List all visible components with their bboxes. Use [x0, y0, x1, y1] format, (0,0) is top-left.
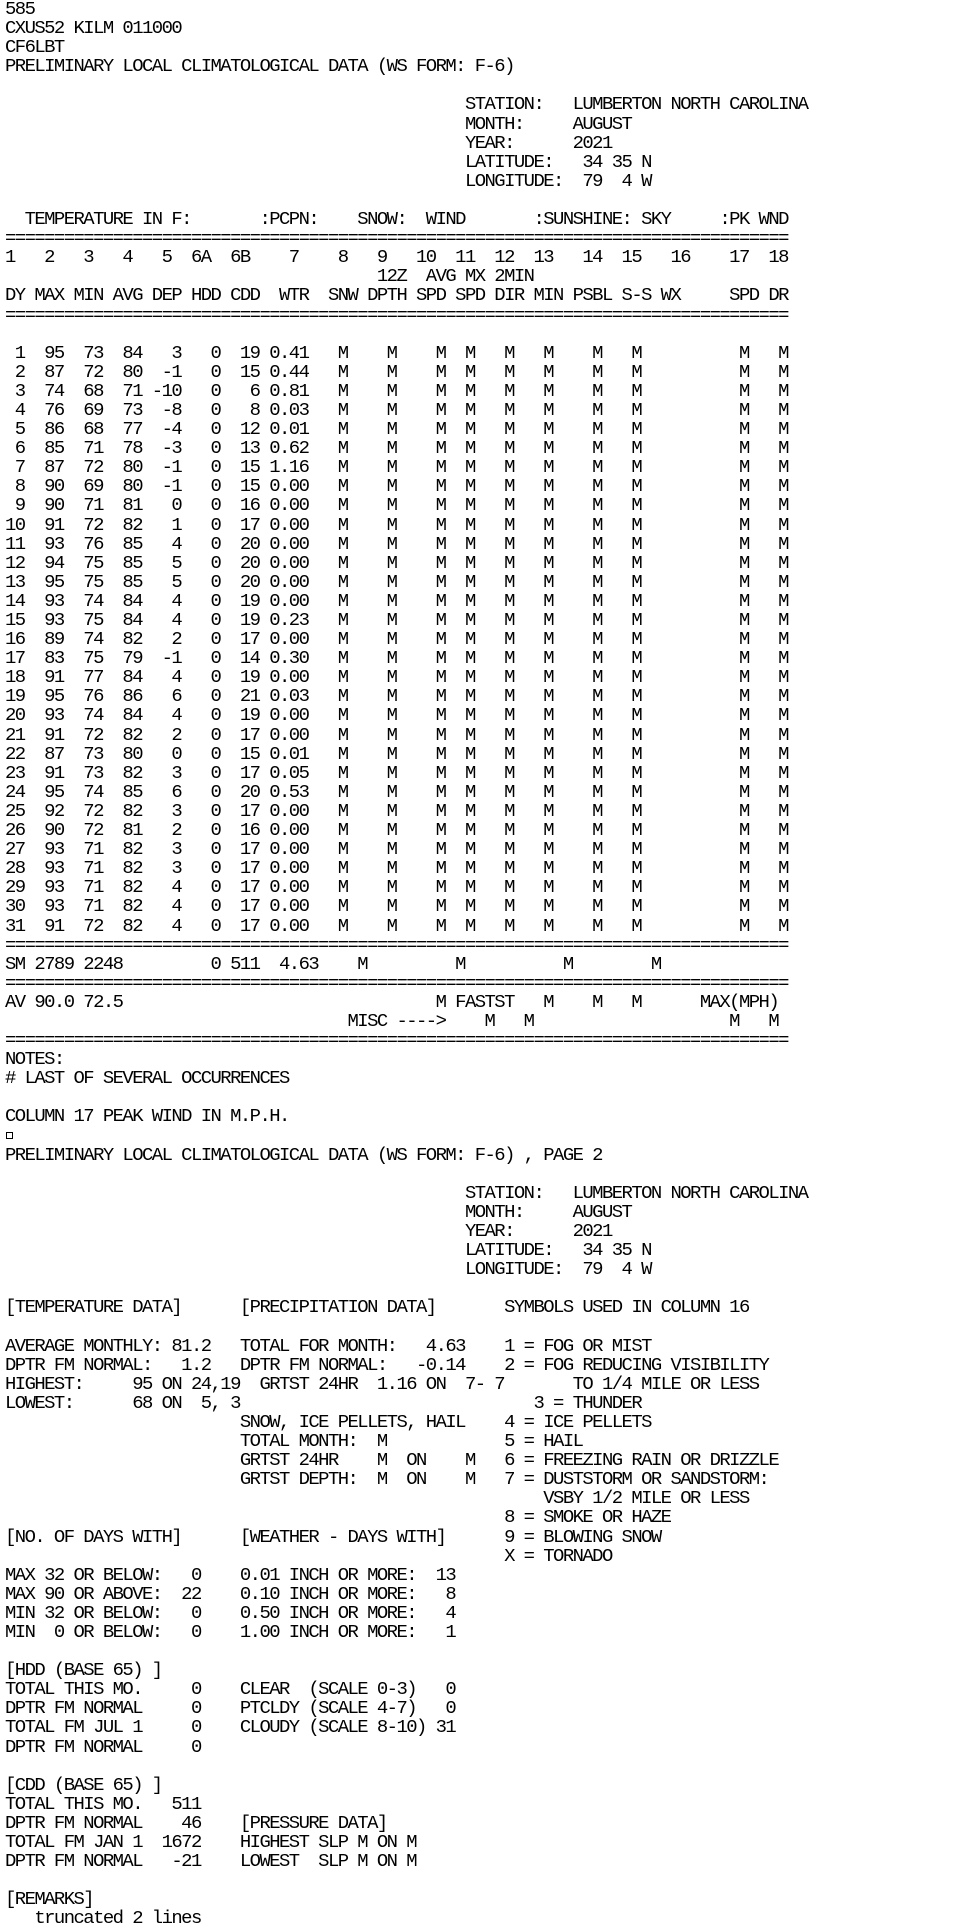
report-line: AV 90.0 72.5 M FASTST M M M MAX(MPH) [5, 990, 779, 1013]
report-line: DPTR FM NORMAL 46 [PRESSURE DATA] [5, 1811, 387, 1834]
report-line: 3 74 68 71 -10 0 6 0.81 M M M M M M M M M M [5, 379, 788, 402]
report-line: 13 95 75 85 5 0 20 0.00 M M M M M M M M M M [5, 570, 788, 593]
report-line: TOTAL MONTH: M 5 = HAIL [5, 1430, 583, 1453]
report-line: 16 89 74 82 2 0 17 0.00 M M M M M M M M M M [5, 628, 788, 651]
report-line: DY MAX MIN AVG DEP HDD CDD WTR SNW DPTH SPD SPD DIR MIN PSBL S-S WX SPD DR [5, 284, 788, 307]
report-line: STATION: LUMBERTON NORTH CAROLINA [5, 1181, 808, 1204]
report-line: PRELIMINARY LOCAL CLIMATOLOGICAL DATA (WS FORM: F-6) [5, 55, 514, 78]
report-line: X = TORNADO [5, 1544, 612, 1567]
report-line: CXUS52 KILM 011000 [5, 17, 182, 40]
report-line: ================================================================================ [5, 1029, 788, 1052]
report-line: TOTAL FM JAN 1 1672 HIGHEST SLP M ON M [5, 1831, 417, 1853]
report-line: 18 91 77 84 4 0 19 0.00 M M M M M M M M M M [5, 666, 788, 689]
report-line: 12Z AVG MX 2MIN [5, 265, 534, 288]
report-line: 7 87 72 80 -1 0 15 1.16 M M M M M M M M M M [5, 456, 788, 479]
report-line: 30 93 71 82 4 0 17 0.00 M M M M M M M M M M [5, 895, 788, 918]
report-line: ================================================================================ [5, 227, 788, 250]
report-line: 8 90 69 80 -1 0 15 0.00 M M M M M M M M M M [5, 475, 788, 498]
report-line: 22 87 73 80 0 0 15 0.01 M M M M M M M M M M [5, 742, 788, 765]
page-break-marker [6, 1132, 13, 1139]
report-line: 24 95 74 85 6 0 20 0.53 M M M M M M M M M M [5, 780, 788, 803]
report-line: 20 93 74 84 4 0 19 0.00 M M M M M M M M M M [5, 704, 788, 727]
report-line: 29 93 71 82 4 0 17 0.00 M M M M M M M M M M [5, 876, 788, 899]
report-line: [CDD (BASE 65) ] [5, 1773, 162, 1796]
report-line: [TEMPERATURE DATA] [PRECIPITATION DATA] SYMBOLS USED IN COLUMN 16 [5, 1296, 749, 1319]
report-line: MAX 32 OR BELOW: 0 0.01 INCH OR MORE: 13 [5, 1563, 456, 1586]
report-line: MIN 32 OR BELOW: 0 0.50 INCH OR MORE: 4 [5, 1601, 456, 1624]
report-line [5, 1127, 969, 1146]
report-line: TOTAL THIS MO. 0 CLEAR (SCALE 0-3) 0 [5, 1678, 456, 1701]
report-line: 17 83 75 79 -1 0 14 0.30 M M M M M M M M M M [5, 647, 788, 670]
report-line [5, 1757, 969, 1776]
report-line: DPTR FM NORMAL 0 PTCLDY (SCALE 4-7) 0 [5, 1697, 456, 1720]
report-line: DPTR FM NORMAL -21 LOWEST SLP M ON M [5, 1850, 417, 1873]
report-line: 21 91 72 82 2 0 17 0.00 M M M M M M M M M M [5, 723, 788, 746]
report-line: 9 90 71 81 0 0 16 0.00 M M M M M M M M M M [5, 494, 788, 517]
report-line [5, 325, 969, 344]
report-line: 4 76 69 73 -8 0 8 0.03 M M M M M M M M M M [5, 398, 788, 421]
report-line: GRTST 24HR M ON M 6 = FREEZING RAIN OR DRIZZLE [5, 1449, 779, 1472]
report-line: MISC ----> M M M M [5, 1009, 779, 1032]
report-line: 25 92 72 82 3 0 17 0.00 M M M M M M M M M M [5, 799, 788, 822]
report-line: truncated 2 lines [5, 1907, 201, 1929]
report-line: [REMARKS] [5, 1888, 94, 1911]
report-line: 28 93 71 82 3 0 17 0.00 M M M M M M M M M M [5, 857, 788, 880]
report-line: [HDD (BASE 65) ] [5, 1659, 162, 1682]
report-line [5, 1165, 969, 1184]
report-line: # LAST OF SEVERAL OCCURRENCES [5, 1067, 289, 1090]
report-line: 19 95 76 86 6 0 21 0.03 M M M M M M M M M M [5, 685, 788, 708]
report-line: 12 94 75 85 5 0 20 0.00 M M M M M M M M M M [5, 551, 788, 574]
report-line: LATITUDE: 34 35 N [5, 1239, 651, 1262]
report-line: 6 85 71 78 -3 0 13 0.62 M M M M M M M M M M [5, 437, 788, 460]
report-line: 8 = SMOKE OR HAZE [5, 1506, 671, 1529]
report-line: 27 93 71 82 3 0 17 0.00 M M M M M M M M M M [5, 838, 788, 861]
report-line: 5 86 68 77 -4 0 12 0.01 M M M M M M M M M M [5, 418, 788, 441]
report-line: MAX 90 OR ABOVE: 22 0.10 INCH OR MORE: 8 [5, 1582, 456, 1605]
report-line: 11 93 76 85 4 0 20 0.00 M M M M M M M M M M [5, 532, 788, 555]
report-line: STATION: LUMBERTON NORTH CAROLINA [5, 93, 808, 116]
report-line: ================================================================================ [5, 971, 788, 994]
report-line: VSBY 1/2 MILE OR LESS [5, 1487, 749, 1510]
report-line: CF6LBT [5, 36, 64, 59]
report-line: 14 93 74 84 4 0 19 0.00 M M M M M M M M M M [5, 589, 788, 612]
report-line: ================================================================================ [5, 933, 788, 956]
report-line: 23 91 73 82 3 0 17 0.05 M M M M M M M M M M [5, 761, 788, 784]
report-line: TOTAL THIS MO. 511 [5, 1792, 201, 1815]
report-line: COLUMN 17 PEAK WIND IN M.P.H. [5, 1105, 289, 1128]
report-line: MIN 0 OR BELOW: 0 1.00 INCH OR MORE: 1 [5, 1620, 456, 1643]
report-line: LONGITUDE: 79 4 W [5, 1258, 651, 1281]
report-line: 1 95 73 84 3 0 19 0.41 M M M M M M M M M M [5, 341, 788, 364]
report-line: YEAR: 2021 [5, 131, 612, 154]
report-line: HIGHEST: 95 ON 24,19 GRTST 24HR 1.16 ON 7- 7 TO 1/4 MILE OR LESS [5, 1372, 759, 1395]
report-line [5, 1317, 969, 1336]
report-line: AVERAGE MONTHLY: 81.2 TOTAL FOR MONTH: 4.63 1 = FOG OR MIST [5, 1334, 651, 1357]
report-line: 1 2 3 4 5 6A 6B 7 8 9 10 11 12 13 14 15 16 17 18 [5, 246, 788, 269]
report-line: MONTH: AUGUST [5, 112, 632, 135]
report-line: [NO. OF DAYS WITH] [WEATHER - DAYS WITH] 9 = BLOWING SNOW [5, 1525, 661, 1548]
report-line: DPTR FM NORMAL 0 [5, 1735, 201, 1758]
report-line: MONTH: AUGUST [5, 1200, 632, 1223]
report-line: LONGITUDE: 79 4 W [5, 169, 651, 192]
report-line: YEAR: 2021 [5, 1220, 612, 1242]
report-line: SM 2789 2248 0 511 4.63 M M M M [5, 952, 661, 975]
report-line [5, 1871, 969, 1890]
report-line: 15 93 75 84 4 0 19 0.23 M M M M M M M M M M [5, 609, 788, 631]
report-line: SNOW, ICE PELLETS, HAIL 4 = ICE PELLETS [5, 1410, 651, 1433]
report-line: 26 90 72 81 2 0 16 0.00 M M M M M M M M M M [5, 819, 788, 842]
report-line: 2 87 72 80 -1 0 15 0.44 M M M M M M M M M M [5, 360, 788, 383]
report-line: TEMPERATURE IN F: :PCPN: SNOW: WIND :SUNSHINE: SKY :PK WND [5, 208, 788, 231]
report-line: LATITUDE: 34 35 N [5, 150, 651, 173]
report-line: TOTAL FM JUL 1 0 CLOUDY (SCALE 8-10) 31 [5, 1716, 456, 1739]
report-line: PRELIMINARY LOCAL CLIMATOLOGICAL DATA (WS FORM: F-6) , PAGE 2 [5, 1143, 602, 1166]
report-line: 31 91 72 82 4 0 17 0.00 M M M M M M M M M M [5, 914, 788, 937]
report-line: ================================================================================ [5, 303, 788, 326]
report-line: LOWEST: 68 ON 5, 3 3 = THUNDER [5, 1391, 642, 1414]
report-line: DPTR FM NORMAL: 1.2 DPTR FM NORMAL: -0.14 2 = FOG REDUCING VISIBILITY [5, 1353, 769, 1376]
report-line: GRTST DEPTH: M ON M 7 = DUSTSTORM OR SANDSTORM: [5, 1468, 769, 1491]
report-line: 10 91 72 82 1 0 17 0.00 M M M M M M M M M M [5, 513, 788, 536]
report-line: 585 [5, 0, 35, 20]
report-line: NOTES: [5, 1048, 64, 1071]
